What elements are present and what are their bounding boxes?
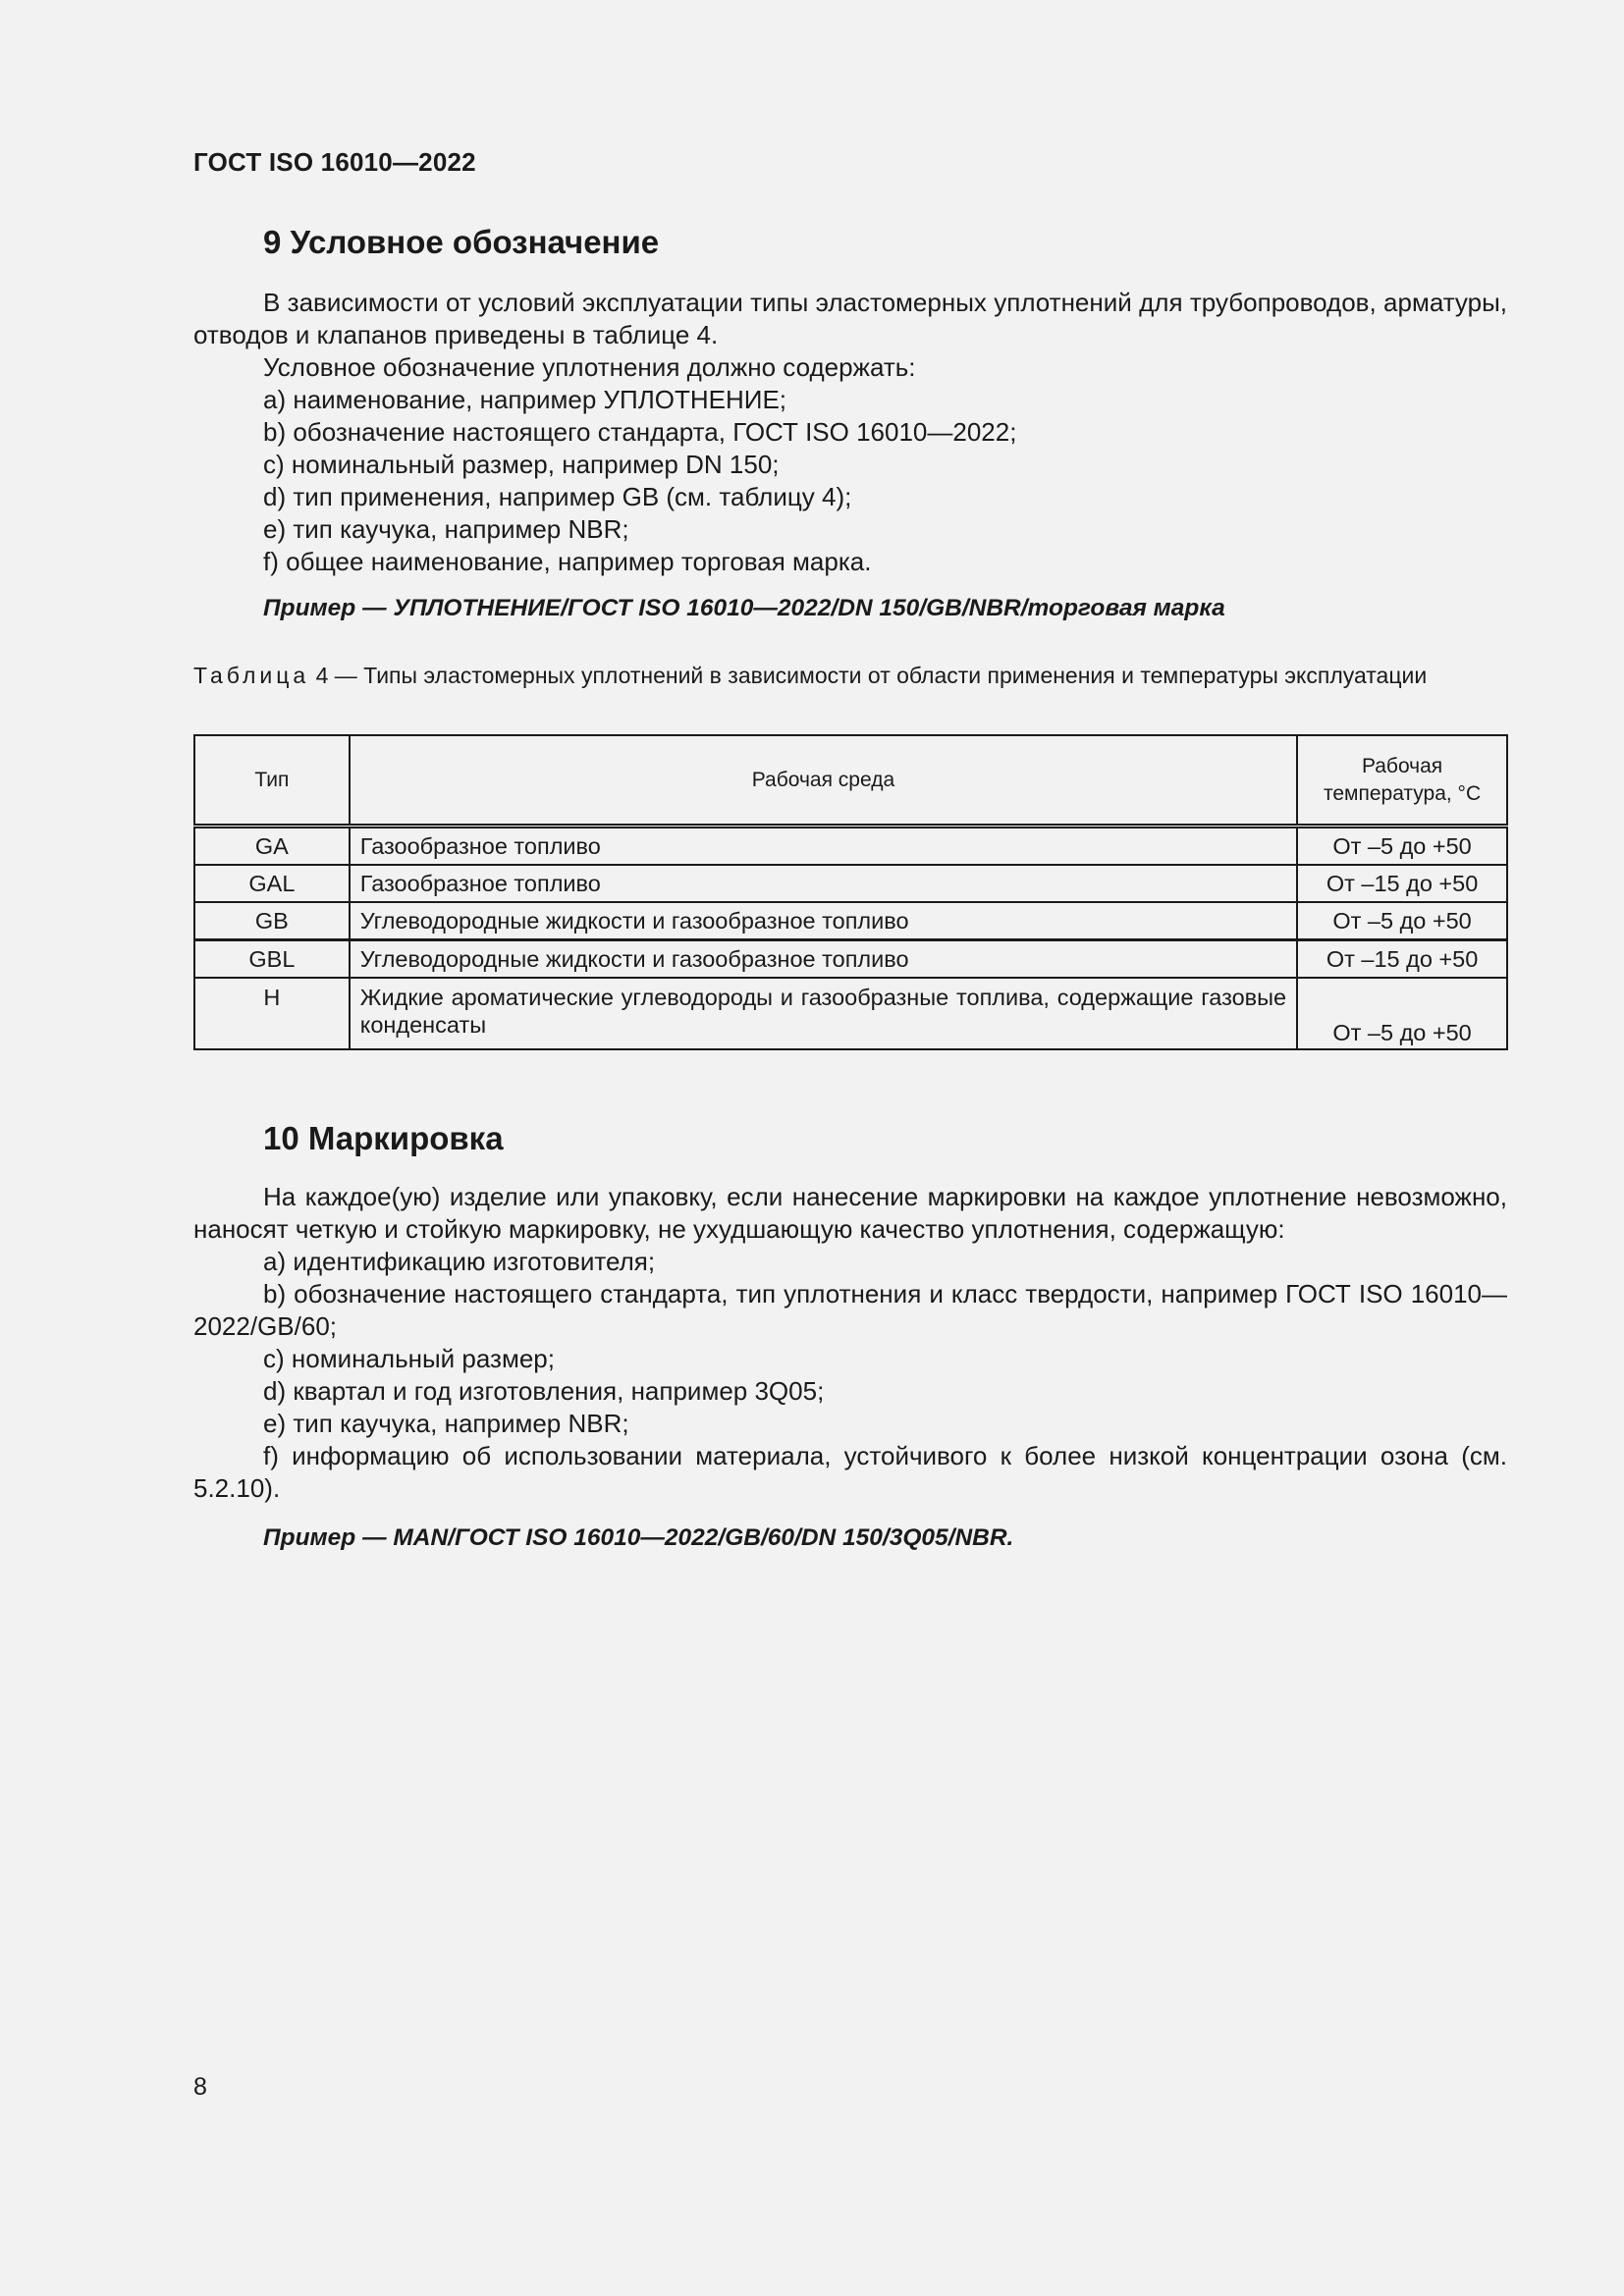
- cell-type: GB: [194, 902, 350, 940]
- table-4-caption: [193, 662, 1507, 689]
- cell-medium: Жидкие ароматические углеводороды и газообразные топлива, содержащие газовые конденсаты: [350, 978, 1297, 1049]
- section-9-intro: В зависимости от условий эксплуатации типы эластомерных уплотнений для трубопроводов, арматуры, отводов и клапанов приведены в таблице 4.: [193, 288, 1507, 349]
- section-9-example: Пример — УПЛОТНЕНИЕ/ГОСТ ISO 16010—2022/DN 150/GB/NBR/торговая марка: [263, 595, 1225, 621]
- cell-type: GAL: [194, 865, 350, 902]
- table-row: [194, 902, 1507, 940]
- cell-temperature: От –15 до +50: [1297, 940, 1507, 979]
- section-9-item-a: a) наименование, например УПЛОТНЕНИЕ;: [263, 385, 787, 414]
- section-10-item-f: f) информацию об использовании материала, устойчивого к более низкой концентрации озона (см. 5.2.10).: [193, 1441, 1507, 1503]
- table-header-row: [194, 735, 1507, 827]
- cell-type: GBL: [194, 940, 350, 979]
- section-9-lead: Условное обозначение уплотнения должно содержать:: [263, 352, 916, 382]
- cell-temperature: От –5 до +50: [1297, 978, 1507, 1049]
- cell-temperature: От –5 до +50: [1297, 902, 1507, 940]
- table-caption-text: 4 — Типы эластомерных уплотнений в зависимости от области применения и температуры эксплуатации: [309, 663, 1428, 688]
- table-4: [193, 734, 1508, 1050]
- table-row: [194, 827, 1507, 866]
- column-header-type: Тип: [194, 735, 350, 827]
- cell-temperature: От –15 до +50: [1297, 865, 1507, 902]
- document-code-header: ГОСТ ISO 16010—2022: [193, 147, 476, 177]
- section-9-item-e: e) тип каучука, например NBR;: [263, 514, 629, 544]
- section-10-item-b: b) обозначение настоящего стандарта, тип уплотнения и класс твердости, например ГОСТ ISO 16010—2022/GB/60;: [193, 1279, 1507, 1341]
- section-10-item-a: a) идентификацию изготовителя;: [263, 1247, 656, 1276]
- table-caption-label: Таблица: [193, 663, 310, 688]
- section-10-intro: На каждое(ую) изделие или упаковку, если нанесение маркировки на каждое уплотнение невозможно, наносят четкую и стойкую маркировку, не ухудшающую качество уплотнения, содержащую:: [193, 1182, 1507, 1244]
- table-row: [194, 865, 1507, 902]
- table-row: [194, 940, 1507, 979]
- section-10-item-d: d) квартал и год изготовления, например 3Q05;: [263, 1376, 825, 1406]
- section-9-title: 9 Условное обозначение: [263, 224, 660, 260]
- cell-type: GA: [194, 827, 350, 866]
- column-header-temperature: Рабочая температура, °С: [1297, 735, 1507, 827]
- section-10-title: 10 Маркировка: [263, 1120, 504, 1156]
- section-9-item-c: c) номинальный размер, например DN 150;: [263, 450, 780, 479]
- page-number: 8: [193, 2073, 207, 2101]
- cell-type: H: [194, 978, 350, 1049]
- column-header-medium: Рабочая среда: [350, 735, 1297, 827]
- section-10-example: Пример — MAN/ГОСТ ISO 16010—2022/GB/60/DN 150/3Q05/NBR.: [263, 1524, 1014, 1551]
- cell-temperature: От –5 до +50: [1297, 827, 1507, 866]
- cell-medium: Газообразное топливо: [350, 865, 1297, 902]
- section-9-item-d: d) тип применения, например GB (см. таблицу 4);: [263, 482, 852, 511]
- section-10-item-c: c) номинальный размер;: [263, 1344, 555, 1373]
- section-9-item-b: b) обозначение настоящего стандарта, ГОСТ ISO 16010—2022;: [263, 417, 1017, 447]
- cell-medium: Углеводородные жидкости и газообразное топливо: [350, 940, 1297, 979]
- cell-medium: Газообразное топливо: [350, 827, 1297, 866]
- section-10-item-e: e) тип каучука, например NBR;: [263, 1409, 629, 1438]
- cell-medium: Углеводородные жидкости и газообразное топливо: [350, 902, 1297, 940]
- table-row: [194, 978, 1507, 1049]
- section-9-item-f: f) общее наименование, например торговая марка.: [263, 547, 872, 576]
